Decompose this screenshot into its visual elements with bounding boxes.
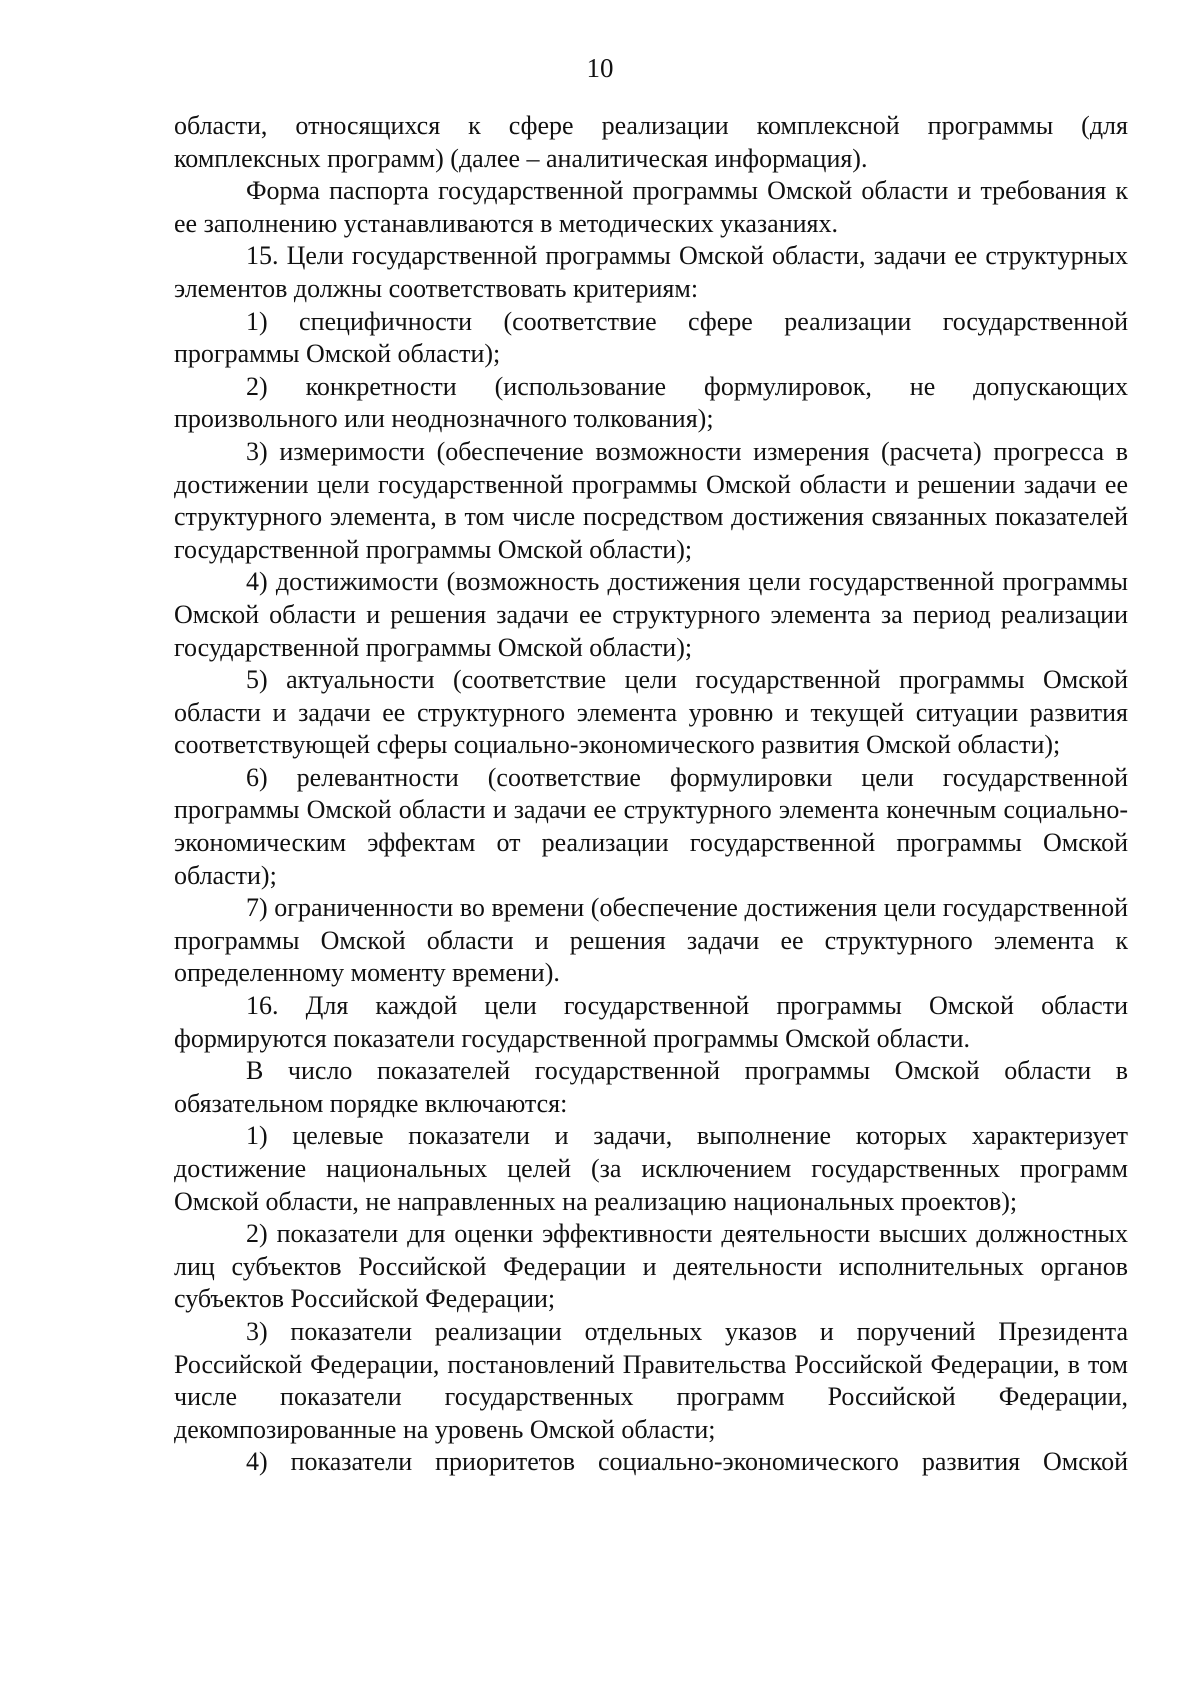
document-body	[174, 110, 1128, 1479]
list-item-concreteness: 2) конкретности (использование формулировок, не допускающих произвольного или неоднозначного толкования);	[174, 371, 1128, 434]
list-item-target-indicators: 1) целевые показатели и задачи, выполнение которых характеризует достижение национальных целей (за исключением государственных программ Омской области, не направленных на реализацию национальных проектов);	[174, 1121, 1128, 1216]
paragraph-mandatory-indicators: В число показателей государственной программы Омской области в обязательном порядке включаются:	[174, 1056, 1128, 1118]
paragraph-continuation: области, относящихся к сфере реализации комплексной программы (для комплексных программ) (далее – аналитическая информация).	[174, 111, 1128, 173]
list-item-time-bound: 7) ограниченности во времени (обеспечение достижения цели государственной программы Омской области и решения задачи ее структурного элемента к определенному моменту времени).	[174, 893, 1128, 988]
list-item-efficiency-indicators: 2) показатели для оценки эффективности деятельности высших должностных лиц субъектов Российской Федерации и деятельности исполнительных органов субъектов Российской Федерации;	[174, 1219, 1128, 1314]
list-item-decrees-indicators: 3) показатели реализации отдельных указов и поручений Президента Российской Федерации, постановлений Правительства Российской Федерации, в том числе показатели государственных программ Российской Федерации, декомпозированные на уровень Омской области;	[174, 1316, 1128, 1444]
list-item-specificity: 1) специфичности (соответствие сфере реализации государственной программы Омской области);	[174, 306, 1128, 369]
paragraph-15-goals: 15. Цели государственной программы Омской области, задачи ее структурных элементов должны соответствовать критериям:	[174, 241, 1128, 303]
list-item-relevance: 6) релевантности (соответствие формулировки цели государственной программы Омской области и задачи ее структурного элемента конечным социально-экономическим эффектам от реализации государственной программы Омской области);	[174, 762, 1128, 890]
list-item-measurability: 3) измеримости (обеспечение возможности измерения (расчета) прогресса в достижении цели государственной программы Омской области и решении задачи ее структурного элемента, в том числе посредством достижения связанных показателей государственной программы Омской области);	[174, 436, 1128, 564]
list-item-priorities-indicators: 4) показатели приоритетов социально-экономического развития Омской	[246, 1447, 1128, 1477]
paragraph-16-indicators: 16. Для каждой цели государственной программы Омской области формируются показатели государственной программы Омской области.	[174, 991, 1128, 1053]
list-item-achievability: 4) достижимости (возможность достижения цели государственной программы Омской области и решения задачи ее структурного элемента за период реализации государственной программы Омской области);	[174, 567, 1128, 662]
list-item-relevance-actuality: 5) актуальности (соответствие цели государственной программы Омской области и задачи ее структурного элемента уровню и текущей ситуации развития соответствующей сферы социально-экономического развития Омской области);	[174, 665, 1128, 760]
page-number: 10	[586, 53, 614, 83]
paragraph-passport-form: Форма паспорта государственной программы Омской области и требования к ее заполнению устанавливаются в методических указаниях.	[174, 176, 1128, 238]
